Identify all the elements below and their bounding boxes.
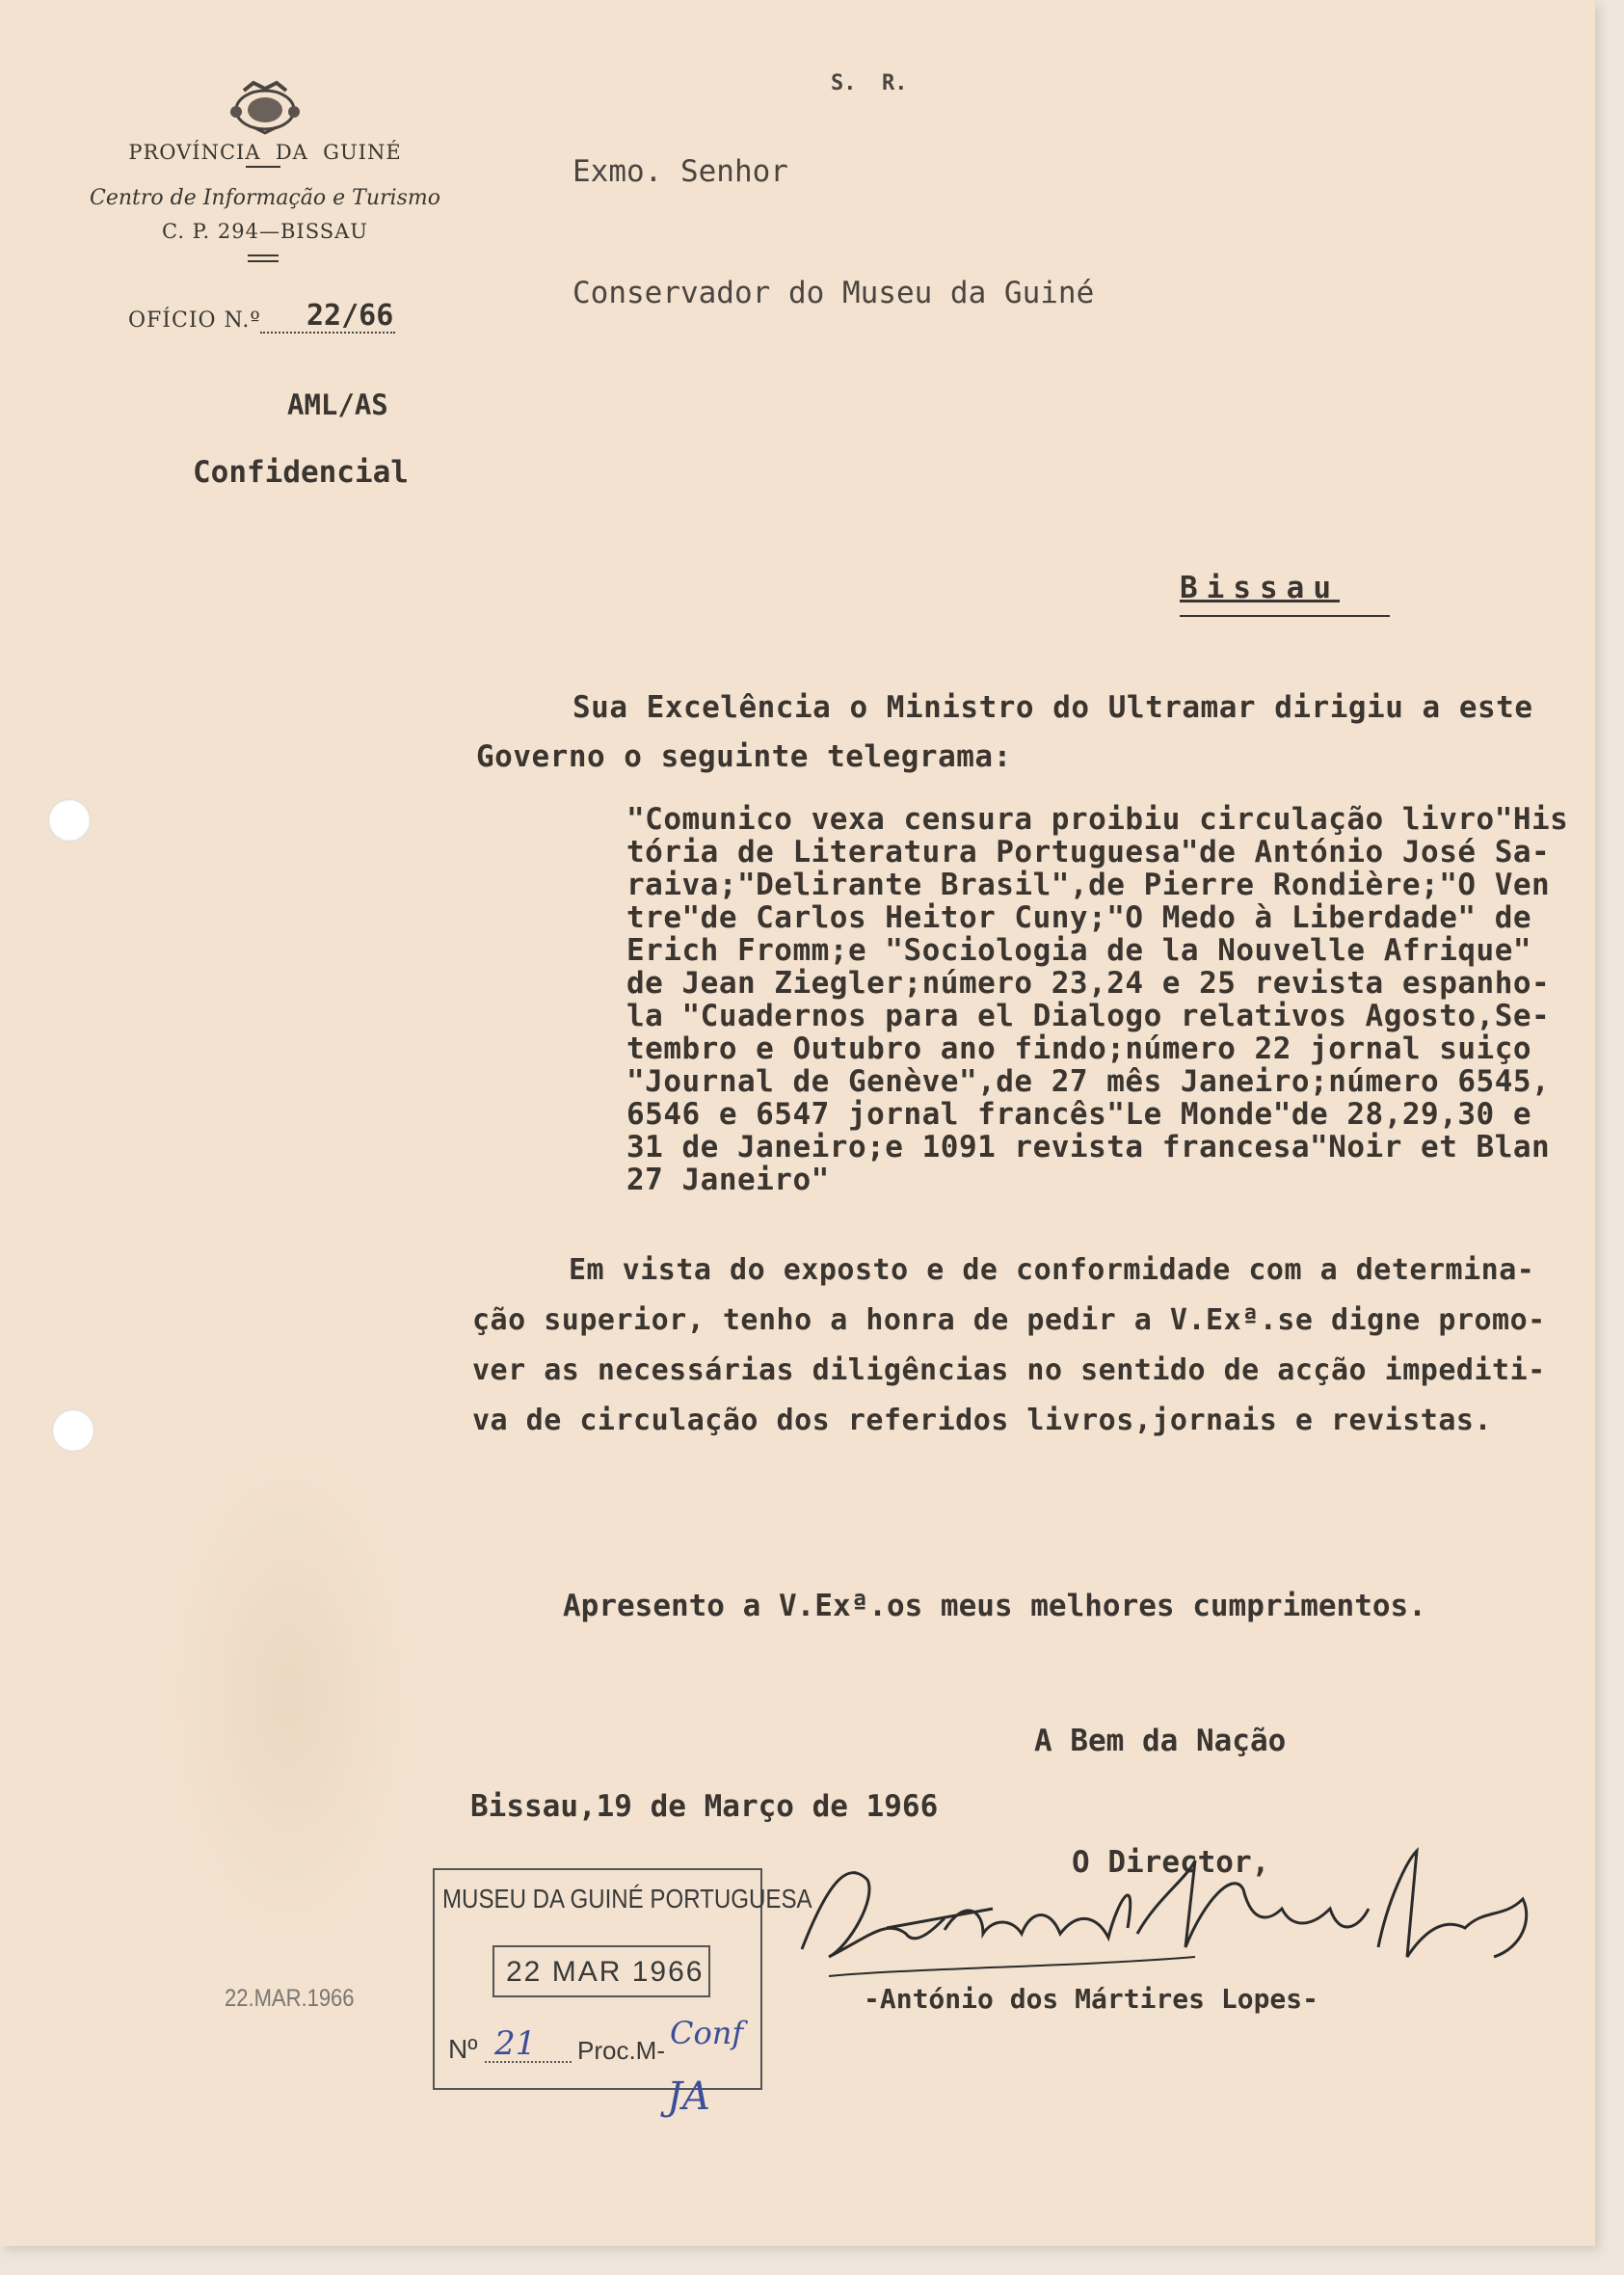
header-dash-3 [248, 260, 279, 262]
motto: A Bem da Nação [1034, 1724, 1287, 1758]
telegram-line: de Jean Ziegler;número 23,24 e 25 revista espanho- [626, 966, 1551, 1001]
telegram-line: Erich Fromm;e "Sociologia de la Nouvelle Afrique" [626, 933, 1532, 968]
place-heading-double-underline [1180, 615, 1390, 617]
intro-line: Governo o seguinte telegrama: [476, 739, 1012, 774]
telegram-line: "Journal de Genève",de 27 mês Janeiro;número 6545, [626, 1064, 1551, 1099]
header-dash [246, 166, 280, 168]
handwritten-signature [790, 1841, 1542, 1995]
stamp-number: 21 [494, 2024, 537, 2063]
punch-hole-bottom [52, 1409, 94, 1452]
telegram-line: tória de Literatura Portuguesa"de António José Sa- [626, 835, 1551, 870]
telegram-line: 31 de Janeiro;e 1091 revista francesa"Noir et Blan [626, 1130, 1551, 1164]
director-role: O Director, [1072, 1845, 1270, 1880]
stamp-institution: MUSEU DA GUINÉ PORTUGUESA [442, 1884, 812, 1914]
province-label: PROVÍNCIA DA GUINÉ [128, 141, 402, 164]
oficio-number: 22/66 [306, 299, 394, 333]
stamp-initials: JA [667, 2074, 710, 2119]
telegram-quote [626, 802, 1569, 1197]
stamp-proc-label: Proc.M- [577, 2036, 665, 2065]
telegram-line: 27 Janeiro" [626, 1163, 830, 1197]
stamp-proc-value: Conf [670, 2015, 744, 2051]
place-heading: Bissau [1180, 571, 1340, 605]
punch-hole-top [48, 799, 91, 842]
telegram-line: "Comunico vexa censura proibiu circulação livro"His [626, 802, 1569, 837]
director-name: -António dos Mártires Lopes- [864, 1983, 1319, 2015]
water-stain [164, 1446, 414, 1947]
telegram-line: tre"de Carlos Heitor Cuny;"O Medo à Liberdade" de [626, 900, 1532, 935]
addressee-title: Conservador do Museu da Guiné [572, 276, 1095, 310]
coat-of-arms-icon [225, 77, 306, 135]
museum-receipt-stamp [433, 1868, 812, 2090]
request-paragraph [472, 1253, 1546, 1437]
address-label: C. P. 294—BISSAU [162, 220, 368, 243]
header-dash-2 [248, 254, 279, 256]
request-line: va de circulação dos referidos livros,jornais e revistas. [472, 1404, 1493, 1437]
classification-label: Confidencial [193, 455, 409, 490]
reference-code: AML/AS [287, 388, 388, 421]
top-mark: S. R. [831, 71, 908, 95]
salutation: Exmo. Senhor [572, 154, 788, 189]
stamp-date-box [493, 1945, 710, 1997]
stamp-date: 22 MAR 1966 [506, 1956, 705, 1988]
telegram-line: raiva;"Delirante Brasil",de Pierre Rondière;"O Ven [626, 868, 1551, 902]
centre-label: Centro de Informação e Turismo [90, 186, 440, 210]
date-line: Bissau,19 de Março de 1966 [470, 1789, 939, 1824]
stamp-number-label: Nº [448, 2034, 478, 2064]
request-line: ver as necessárias diligências no sentido de acção impediti- [472, 1353, 1546, 1387]
closing-line: Apresento a V.Exª.os meus melhores cumprimentos. [563, 1589, 1426, 1623]
request-line: Em vista do exposto e de conformidade com a determina- [569, 1253, 1535, 1287]
intro-line: Sua Excelência o Ministro do Ultramar dirigiu a este [572, 690, 1533, 725]
telegram-line: tembro e Outubro ano findo;número 22 jornal suiço [626, 1031, 1532, 1066]
intro-paragraph [476, 690, 1533, 774]
request-line: ção superior, tenho a honra de pedir a V.Exª.se digne promo- [472, 1303, 1546, 1337]
telegram-line: la "Cuadernos para el Dialogo relativos Agosto,Se- [626, 999, 1551, 1033]
telegram-line: 6546 e 6547 jornal francês"Le Monde"de 28,29,30 e [626, 1097, 1532, 1132]
side-date-stamp: 22.MAR.1966 [225, 1984, 355, 2012]
oficio-label: OFÍCIO N.º [128, 308, 261, 333]
